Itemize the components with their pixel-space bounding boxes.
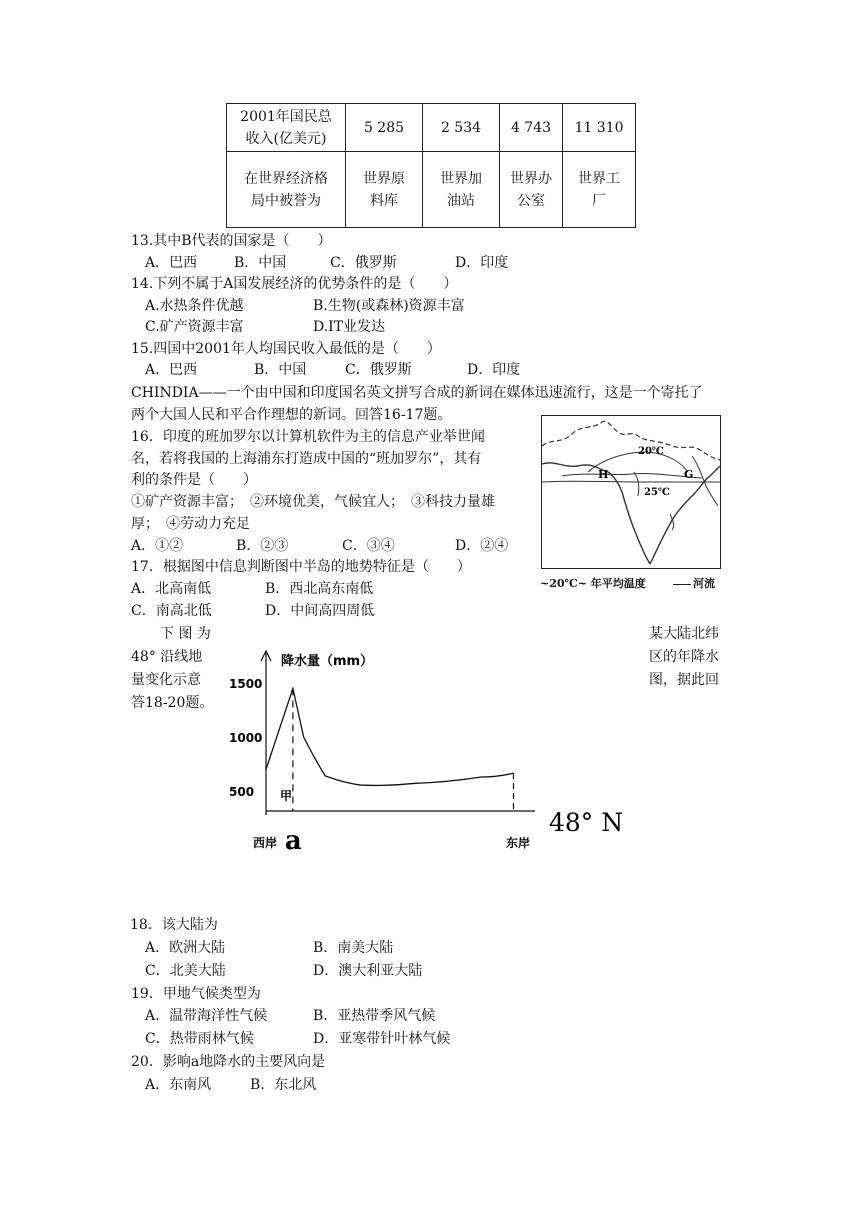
q13-option-c: C．俄罗斯 [330,255,397,271]
chart-ylabel: 降水量（mm） [281,654,374,669]
q16-line4: ①矿产资源丰富； ②环境优美，气候宜人； ③科技力量雄 [131,494,495,510]
q14-option-d: D.IT业发达 [313,319,386,335]
q17-option-c: C．南高北低 [131,603,212,619]
q19-option-b: B．亚热带季风气候 [313,1008,436,1024]
q16-option-a: A．①② [131,538,184,554]
precipitation-chart [225,645,645,860]
q19-option-c: C．热带雨林气候 [145,1031,254,1047]
q20-option-a: A．东南风 [145,1077,212,1093]
q20-option-b: B．东北风 [250,1077,317,1093]
table-cell: 世界原 料库 [346,152,423,228]
q15-option-d: D．印度 [467,362,521,378]
intro2-l3b: 图，据此回 [649,672,719,688]
intro2-l2b: 区的年降水 [649,649,719,665]
table-cell: 世界加 油站 [423,152,500,228]
table-cell-label: 在世界经济格 局中被誉为 [227,152,346,228]
q14-option-a: A.水热条件优越 [145,298,244,314]
q16-line2: 名，若将我国的上海浦东打造成中国的“班加罗尔”，其有 [131,451,482,467]
map-label-h: H [598,468,609,481]
q13-option-b: B．中国 [234,255,287,271]
y-tick-label: 1500 [229,677,263,691]
q15-option-a: A．巴西 [145,362,198,378]
india-map-drawing [542,416,720,568]
q20-stem: 20．影响a地降水的主要风向是 [131,1054,326,1070]
q18-option-a: A．欧洲大陆 [145,940,226,956]
map-label-g: G [684,468,694,481]
q13-option-d: D．印度 [455,255,509,271]
q18-option-c: C．北美大陆 [145,963,226,979]
q16-line1: 16．印度的班加罗尔以计算机软件为主的信息产业举世闻 [131,429,485,445]
q17-option-d: D．中间高四周低 [265,603,375,619]
table-cell-label: 2001年国民总 收入(亿美元) [227,104,346,152]
chart-marker-a: a [284,826,302,856]
q17-option-b: B．西北高东南低 [265,581,374,597]
intro2-l1b: 某大陆北纬 [649,626,719,642]
chart-latitude-label: 48° N [549,808,624,837]
q19-option-d: D．亚寒带针叶林气候 [313,1031,451,1047]
chart-point-label: 甲 [280,789,293,803]
intro2-l2a: 48° 沿线地 [131,649,203,665]
q17-option-a: A．北高南低 [131,581,212,597]
table-cell: 5 285 [346,104,423,152]
q16-option-b: B．②③ [236,538,289,554]
chart-xlabel-right: 东岸 [506,836,531,850]
river-legend-icon [673,584,691,585]
data-table [226,103,636,228]
map-label-20: 20℃ [638,446,664,457]
table-cell: 世界办 公室 [500,152,563,228]
q15-option-b: B．中国 [254,362,307,378]
q13-option-a: A．巴西 [145,255,198,271]
q19-option-a: A．温带海洋性气候 [145,1008,268,1024]
chart-xlabel-left: 西岸 [253,836,278,850]
q14-stem: 14.下列不属于A国发展经济的优势条件的是（ ） [131,276,458,292]
map-legend-temp: ~20℃~ 年平均温度 [540,577,646,590]
q16-option-c: C．③④ [342,538,395,554]
q14-option-b: B.生物(或森林)资源丰富 [313,298,465,314]
q16-option-d: D．②④ [455,538,509,554]
y-tick-label: 1000 [229,731,263,745]
q15-option-c: C．俄罗斯 [345,362,412,378]
table-cell: 世界工 厂 [563,152,636,228]
q18-option-b: B．南美大陆 [313,940,394,956]
y-tick-label: 500 [229,785,255,799]
intro-chindia-line1: CHINDIA——一个由中国和印度国名英文拼写合成的新词在媒体迅速流行，这是一个寄托了 [131,385,703,401]
intro-chindia-line2: 两个大国人民和平合作理想的新词。回答16-17题。 [131,407,452,423]
q18-option-d: D．澳大利亚大陆 [313,963,423,979]
q17-stem: 17．根据图中信息判断图中半岛的地势特征是（ ） [131,559,471,575]
intro2-l4a: 答18-20题。 [131,695,214,711]
q16-line5: 厚； ④劳动力充足 [131,516,250,532]
intro2-l3a: 量变化示意 [131,672,201,688]
q19-stem: 19．甲地气候类型为 [131,986,261,1002]
q13-stem: 13.其中B代表的国家是（ ） [131,233,332,249]
india-map [541,415,721,569]
q15-stem: 15.四国中2001年人均国民收入最低的是（ ） [131,341,441,357]
q14-option-c: C.矿产资源丰富 [145,319,244,335]
q18-stem: 18．该大陆为 [130,917,218,933]
intro2-l1a: 下 图 为 [160,626,211,642]
table-cell: 11 310 [563,104,636,152]
map-label-25: 25℃ [644,487,670,498]
map-legend-river: 河流 [673,575,715,591]
table-cell: 2 534 [423,104,500,152]
q16-line3: 利的条件是（ ） [131,472,257,488]
table-cell: 4 743 [500,104,563,152]
precipitation-line [266,688,513,785]
